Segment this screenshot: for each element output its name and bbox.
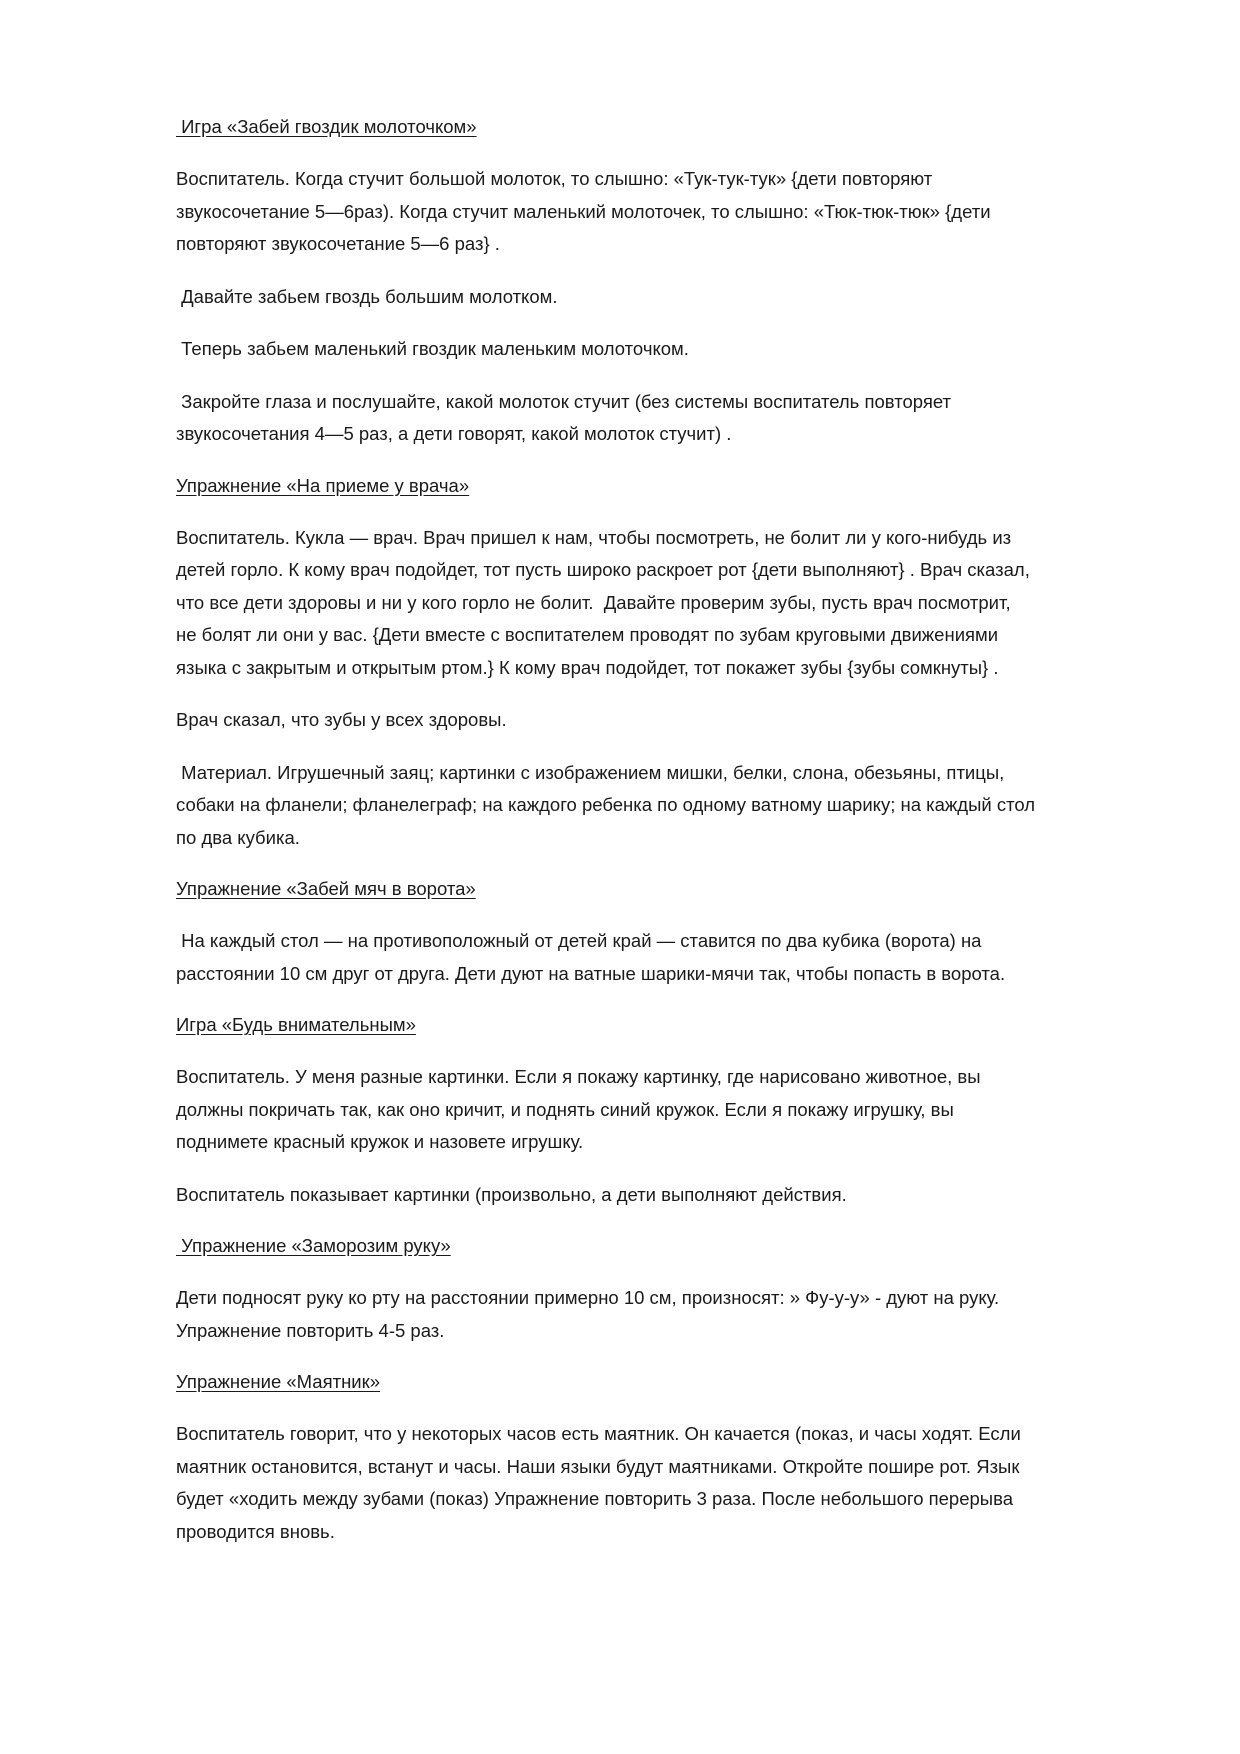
paragraph-line: проводится вновь. <box>176 1520 335 1542</box>
paragraph-line: Закройте глаза и послушайте, какой молоток стучит (без системы воспитатель повторяет <box>176 390 951 412</box>
paragraph <box>176 925 1168 990</box>
paragraph-line: не болят ли они у вас. {Дети вместе с воспитателем проводят по зубам круговыми движениями <box>176 624 999 645</box>
paragraph-line: расстоянии 10 см друг от друга. Дети дуют на ватные шарики-мячи так, чтобы попасть в ворота. <box>176 962 1006 984</box>
paragraph-line: звукосочетания 4—5 раз, а дети говорят, какой молоток стучит) . <box>176 423 732 444</box>
section-heading: Упражнение «Заморозим руку» <box>176 1235 451 1256</box>
paragraph-line: детей горло. К кому врач подойдет, тот пусть широко раскроет рот {дети выполняют} . Врач сказал, <box>176 559 1030 580</box>
section-heading: Упражнение «Забей мяч в ворота» <box>176 878 476 899</box>
paragraph-line: собаки на фланели; фланелеграф; на каждого ребенка по одному ватному шарику; на каждый стол <box>176 794 1036 815</box>
section-heading: Игра «Забей гвоздик молоточком» <box>176 116 477 137</box>
paragraph-line: Давайте забьем гвоздь большим молотком. <box>176 285 558 307</box>
paragraph-line: Воспитатель показывает картинки (произвольно, а дети выполняют действия. <box>176 1183 847 1205</box>
paragraph <box>176 1418 1168 1548</box>
section-heading: Упражнение «На приеме у врача» <box>176 474 470 496</box>
paragraph <box>176 333 1168 366</box>
paragraph-line: звукосочетание 5—6раз). Когда стучит маленький молоточек, то слышно: «Тюк-тюк-тюк» {дети <box>176 200 991 222</box>
paragraph-line: повторяют звукосочетание 5—6 раз} . <box>176 233 500 254</box>
paragraph-line: будет «ходить между зубами (показ) Упражнение повторить 3 раза. После небольшого перерыва <box>176 1488 1014 1509</box>
paragraph-line: Упражнение повторить 4-5 раз. <box>176 1319 445 1341</box>
paragraph-line: На каждый стол — на противоположный от детей край — ставится по два кубика (ворота) на <box>176 930 982 951</box>
paragraph-line: Воспитатель. Когда стучит большой молоток, то слышно: «Тук-тук-тук» {дети повторяют <box>176 168 933 189</box>
paragraph-line: Дети подносят руку ко рту на расстоянии примерно 10 см, произносят: » Фу-у-у» - дуют на руку. <box>176 1287 1000 1308</box>
paragraph-line: Воспитатель. У меня разные картинки. Если я покажу картинку, где нарисовано животное, вы <box>176 1066 981 1087</box>
paragraph <box>176 163 1168 261</box>
paragraph-line: должны покричать так, как оно кричит, и поднять синий кружок. Если я покажу игрушку, вы <box>176 1098 954 1120</box>
paragraph <box>176 1179 1168 1212</box>
document-body <box>176 112 1168 1568</box>
paragraph-line: Воспитатель говорит, что у некоторых часов есть маятник. Он качается (показ, и часы ходят. Если <box>176 1423 1021 1444</box>
section-heading: Игра «Будь внимательным» <box>176 1014 416 1035</box>
paragraph-line: маятник остановится, встанут и часы. Наши языки будут маятниками. Откройте пошире рот. Язык <box>176 1455 1020 1477</box>
section-heading: Упражнение «Маятник» <box>176 1371 380 1392</box>
paragraph <box>176 1061 1168 1159</box>
paragraph-line: Теперь забьем маленький гвоздик маленьким молоточком. <box>176 338 689 359</box>
paragraph <box>176 522 1168 685</box>
paragraph <box>176 1282 1168 1347</box>
paragraph <box>176 386 1168 451</box>
paragraph-line: что все дети здоровы и ни у кого горло не болит. Давайте проверим зубы, пусть врач посмотрит, <box>176 591 1011 613</box>
paragraph-line: языка с закрытым и открытым ртом.} К кому врач подойдет, тот покажет зубы {зубы сомкнуты} . <box>176 656 999 678</box>
paragraph <box>176 281 1168 314</box>
paragraph-line: по два кубика. <box>176 826 300 848</box>
paragraph-line: поднимете красный кружок и назовете игрушку. <box>176 1131 584 1152</box>
paragraph-line: Врач сказал, что зубы у всех здоровы. <box>176 709 507 730</box>
paragraph <box>176 704 1168 737</box>
paragraph-line: Материал. Игрушечный заяц; картинки с изображением мишки, белки, слона, обезьяны, птицы, <box>176 761 1005 783</box>
paragraph <box>176 757 1168 855</box>
paragraph-line: Воспитатель. Кукла — врач. Врач пришел к нам, чтобы посмотреть, не болит ли у кого-нибудь из <box>176 526 1012 548</box>
